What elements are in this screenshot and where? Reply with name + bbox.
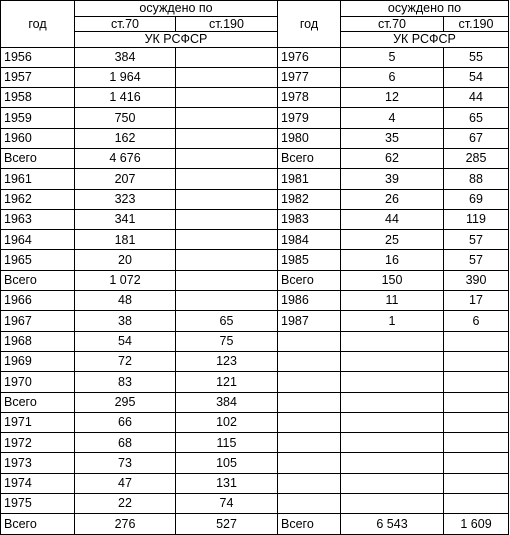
article-70-cell: 16 <box>341 250 444 270</box>
year-cell <box>278 351 341 371</box>
year-cell <box>278 453 341 473</box>
year-cell: 1979 <box>278 108 341 128</box>
article-190-cell: 123 <box>176 351 278 371</box>
article-190-cell: 115 <box>176 433 278 453</box>
year-cell: 1973 <box>1 453 75 473</box>
article-70-cell: 72 <box>75 351 176 371</box>
article-70-cell: 44 <box>341 209 444 229</box>
table-row <box>1 412 509 432</box>
year-cell: Всего <box>1 514 75 534</box>
year-cell: Всего <box>1 148 75 168</box>
year-cell <box>278 494 341 514</box>
article-190-cell <box>176 270 278 290</box>
article-70-cell: 1 <box>341 311 444 331</box>
article-70-cell: 11 <box>341 291 444 311</box>
year-cell: Всего <box>1 270 75 290</box>
year-cell <box>278 433 341 453</box>
article-190-cell <box>176 47 278 67</box>
article-190-cell <box>176 148 278 168</box>
year-cell: 1963 <box>1 209 75 229</box>
year-cell: 1986 <box>278 291 341 311</box>
article-190-cell: 390 <box>444 270 509 290</box>
article-70-cell: 62 <box>341 148 444 168</box>
table-row <box>1 392 509 412</box>
year-cell: 1969 <box>1 351 75 371</box>
article-190-cell <box>444 412 509 432</box>
year-cell: 1975 <box>1 494 75 514</box>
article-70-cell: 750 <box>75 108 176 128</box>
year-cell <box>278 392 341 412</box>
table-row <box>1 311 509 331</box>
article-190-cell: 131 <box>176 473 278 493</box>
table-row <box>1 494 509 514</box>
article-70-cell <box>341 494 444 514</box>
table-row <box>1 372 509 392</box>
article-190-cell <box>444 453 509 473</box>
article-190-cell <box>176 209 278 229</box>
article-70-cell <box>341 412 444 432</box>
year-cell <box>278 372 341 392</box>
article-190-cell: 74 <box>176 494 278 514</box>
year-cell: Всего <box>278 148 341 168</box>
article-70-cell: 35 <box>341 128 444 148</box>
year-cell: 1982 <box>278 189 341 209</box>
year-header: год <box>278 1 341 48</box>
article-70-cell: 26 <box>341 189 444 209</box>
article-190-cell: 67 <box>444 128 509 148</box>
article-70-cell: 384 <box>75 47 176 67</box>
year-cell: 1960 <box>1 128 75 148</box>
article-70-cell: 6 <box>341 67 444 87</box>
article-190-cell: 121 <box>176 372 278 392</box>
article-190-cell <box>176 88 278 108</box>
article-70-cell: 150 <box>341 270 444 290</box>
article-70-cell: 276 <box>75 514 176 534</box>
article-70-cell: 181 <box>75 230 176 250</box>
table-row <box>1 189 509 209</box>
article-70-cell <box>341 331 444 351</box>
article-70-header: ст.70 <box>75 16 176 32</box>
article-190-cell: 384 <box>176 392 278 412</box>
article-190-cell: 69 <box>444 189 509 209</box>
convicted-by-header: осуждено по <box>341 1 509 17</box>
table-row <box>1 108 509 128</box>
header-row-2 <box>1 16 509 32</box>
article-190-cell <box>176 291 278 311</box>
year-cell <box>278 331 341 351</box>
table-row <box>1 514 509 534</box>
article-70-cell <box>341 433 444 453</box>
article-70-cell: 25 <box>341 230 444 250</box>
article-190-cell: 57 <box>444 230 509 250</box>
table-row <box>1 209 509 229</box>
year-cell: 1980 <box>278 128 341 148</box>
article-70-cell: 73 <box>75 453 176 473</box>
year-cell: Всего <box>278 270 341 290</box>
article-70-header: ст.70 <box>341 16 444 32</box>
article-70-cell: 295 <box>75 392 176 412</box>
article-70-cell <box>341 372 444 392</box>
table-row <box>1 453 509 473</box>
article-190-cell: 1 609 <box>444 514 509 534</box>
article-70-cell: 22 <box>75 494 176 514</box>
article-70-cell: 162 <box>75 128 176 148</box>
year-cell: 1981 <box>278 169 341 189</box>
article-70-cell <box>341 351 444 371</box>
article-190-cell: 105 <box>176 453 278 473</box>
article-190-cell: 57 <box>444 250 509 270</box>
article-190-cell <box>176 128 278 148</box>
article-70-cell: 5 <box>341 47 444 67</box>
year-cell: 1965 <box>1 250 75 270</box>
year-cell: 1956 <box>1 47 75 67</box>
article-190-cell <box>444 331 509 351</box>
criminal-code-header: УК РСФСР <box>341 32 509 48</box>
year-cell: 1984 <box>278 230 341 250</box>
article-70-cell: 68 <box>75 433 176 453</box>
table-row <box>1 473 509 493</box>
article-190-cell: 527 <box>176 514 278 534</box>
header-row-3 <box>1 32 509 48</box>
year-cell: 1962 <box>1 189 75 209</box>
article-70-cell: 39 <box>341 169 444 189</box>
article-190-cell <box>176 169 278 189</box>
year-cell: 1987 <box>278 311 341 331</box>
article-70-cell: 38 <box>75 311 176 331</box>
article-190-cell: 285 <box>444 148 509 168</box>
table-row <box>1 270 509 290</box>
article-190-cell: 75 <box>176 331 278 351</box>
article-190-cell <box>444 473 509 493</box>
table-row <box>1 250 509 270</box>
table-row <box>1 148 509 168</box>
year-cell: 1967 <box>1 311 75 331</box>
table-row <box>1 331 509 351</box>
year-cell: 1970 <box>1 372 75 392</box>
article-70-cell: 83 <box>75 372 176 392</box>
article-190-cell <box>444 433 509 453</box>
article-70-cell: 4 676 <box>75 148 176 168</box>
year-cell: Всего <box>1 392 75 412</box>
article-190-cell: 54 <box>444 67 509 87</box>
article-70-cell: 20 <box>75 250 176 270</box>
year-cell: 1978 <box>278 88 341 108</box>
article-70-cell <box>341 392 444 412</box>
article-190-cell: 102 <box>176 412 278 432</box>
article-190-cell <box>444 494 509 514</box>
year-cell: 1958 <box>1 88 75 108</box>
year-cell: 1974 <box>1 473 75 493</box>
article-70-cell <box>341 473 444 493</box>
article-190-header: ст.190 <box>176 16 278 32</box>
article-70-cell: 48 <box>75 291 176 311</box>
article-190-cell <box>176 108 278 128</box>
article-70-cell: 66 <box>75 412 176 432</box>
year-cell <box>278 412 341 432</box>
year-cell: 1966 <box>1 291 75 311</box>
article-70-cell: 47 <box>75 473 176 493</box>
year-cell: 1977 <box>278 67 341 87</box>
year-cell: 1985 <box>278 250 341 270</box>
table-row <box>1 433 509 453</box>
article-70-cell: 323 <box>75 189 176 209</box>
year-header: год <box>1 1 75 48</box>
article-70-cell: 4 <box>341 108 444 128</box>
article-190-cell: 119 <box>444 209 509 229</box>
article-190-cell: 55 <box>444 47 509 67</box>
year-cell: 1959 <box>1 108 75 128</box>
article-70-cell: 6 543 <box>341 514 444 534</box>
article-190-cell: 88 <box>444 169 509 189</box>
table-row <box>1 47 509 67</box>
article-70-cell: 207 <box>75 169 176 189</box>
article-70-cell: 1 964 <box>75 67 176 87</box>
article-190-cell <box>176 250 278 270</box>
article-70-cell: 12 <box>341 88 444 108</box>
article-190-header: ст.190 <box>444 16 509 32</box>
year-cell: 1961 <box>1 169 75 189</box>
article-190-cell <box>444 372 509 392</box>
table-row <box>1 291 509 311</box>
article-70-cell: 54 <box>75 331 176 351</box>
article-190-cell <box>176 189 278 209</box>
article-190-cell: 6 <box>444 311 509 331</box>
year-cell: 1976 <box>278 47 341 67</box>
article-70-cell <box>341 453 444 473</box>
year-cell: 1964 <box>1 230 75 250</box>
year-cell: Всего <box>278 514 341 534</box>
article-70-cell: 341 <box>75 209 176 229</box>
table-row <box>1 128 509 148</box>
article-190-cell <box>176 67 278 87</box>
table-row <box>1 169 509 189</box>
article-70-cell: 1 416 <box>75 88 176 108</box>
article-190-cell: 44 <box>444 88 509 108</box>
year-cell: 1968 <box>1 331 75 351</box>
year-cell: 1983 <box>278 209 341 229</box>
article-190-cell <box>444 392 509 412</box>
table-row <box>1 88 509 108</box>
table-row <box>1 67 509 87</box>
year-cell: 1957 <box>1 67 75 87</box>
convicted-by-header: осуждено по <box>75 1 278 17</box>
year-cell <box>278 473 341 493</box>
article-190-cell: 65 <box>444 108 509 128</box>
year-cell: 1972 <box>1 433 75 453</box>
article-190-cell: 65 <box>176 311 278 331</box>
article-190-cell: 17 <box>444 291 509 311</box>
table-row <box>1 230 509 250</box>
criminal-code-header: УК РСФСР <box>75 32 278 48</box>
article-70-cell: 1 072 <box>75 270 176 290</box>
table-row <box>1 351 509 371</box>
header-row-1 <box>1 1 509 17</box>
year-cell: 1971 <box>1 412 75 432</box>
article-190-cell <box>176 230 278 250</box>
article-190-cell <box>444 351 509 371</box>
